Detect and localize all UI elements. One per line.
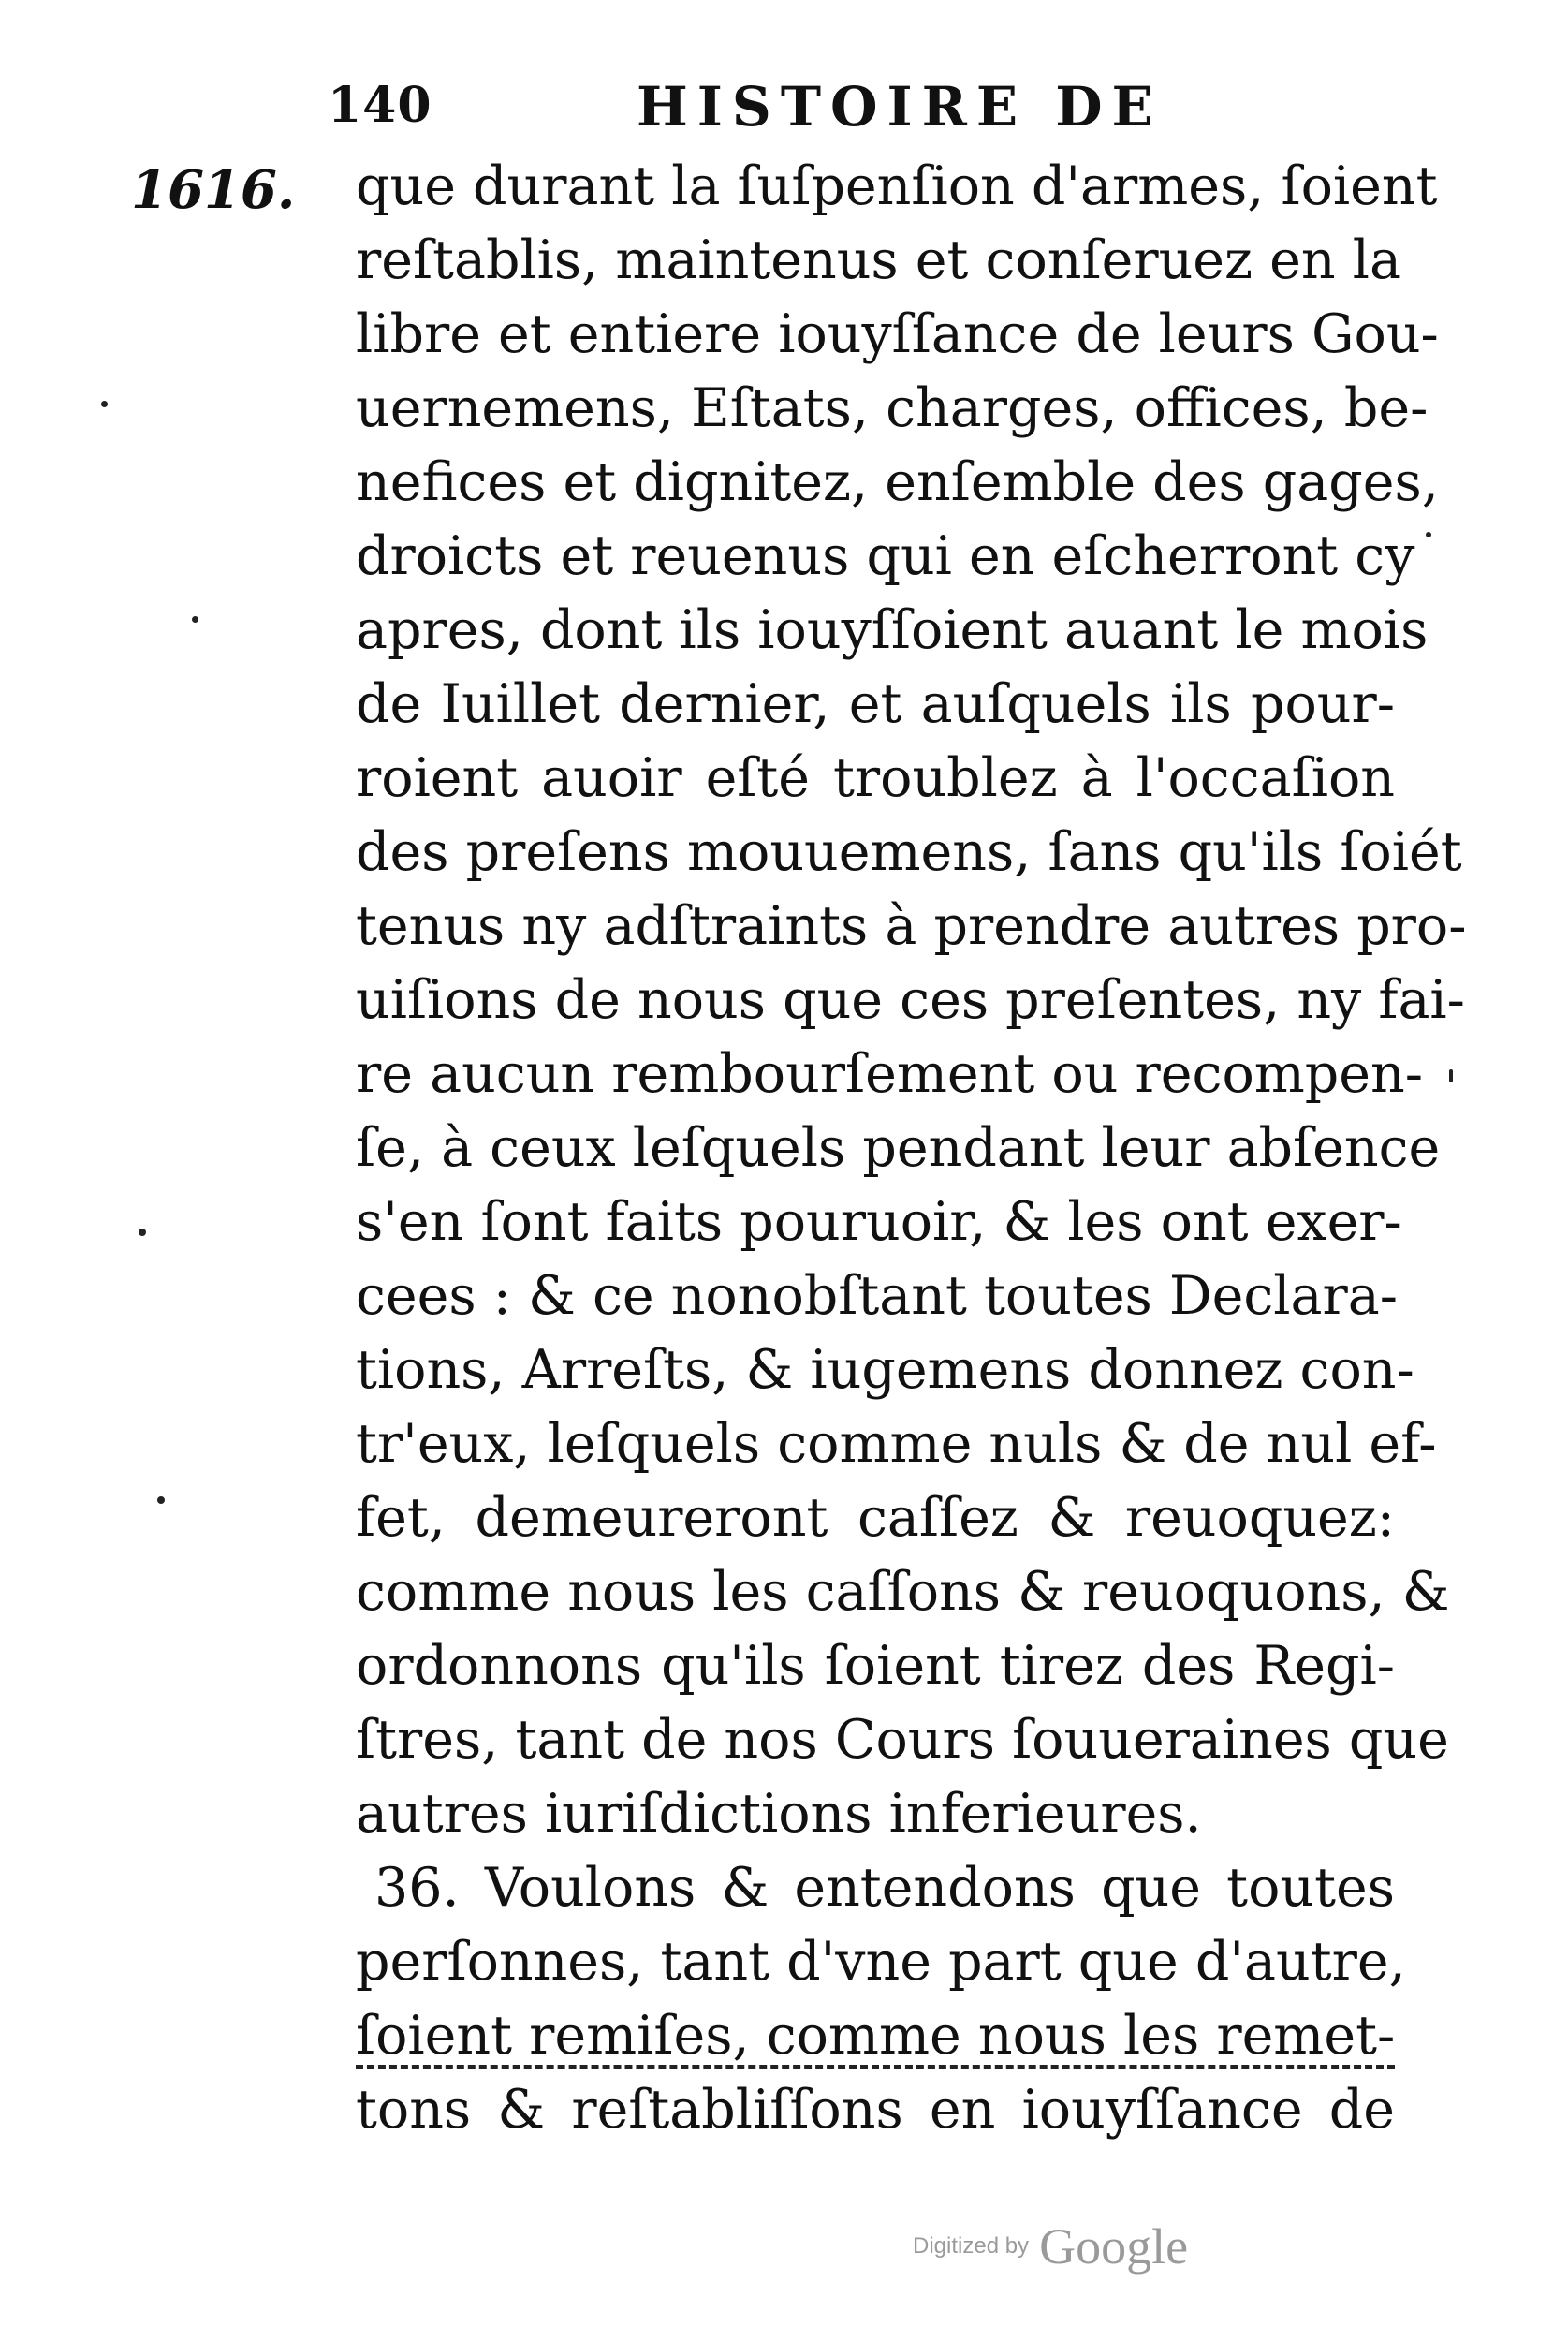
- body-text: [356, 150, 1467, 2147]
- text-line: re aucun rembourſement ou recompen-: [356, 1043, 1423, 1105]
- text-line: ſtres, tant de nos Cours ſouueraines que: [356, 1709, 1449, 1771]
- text-line: cees : & ce nonobſtant toutes Declara-: [356, 1265, 1398, 1327]
- text-line: roient auoir eſté troublez à l'occaſion: [356, 747, 1395, 809]
- text-line: s'en ſont faits pouruoir, & les ont exer-: [356, 1191, 1402, 1253]
- text-line: fet, demeureront caſſez & reuoquez:: [356, 1487, 1395, 1549]
- text-line: reſtablis, maintenus et conſeruez en la: [356, 229, 1401, 291]
- text-line: que durant la ſuſpenſion d'armes, ſoient: [356, 155, 1438, 217]
- text-line: perſonnes, tant d'vne part que d'autre,: [356, 1931, 1406, 1993]
- text-line: ſoient remiſes, comme nous les remet-: [356, 2005, 1396, 2067]
- print-speck: [101, 401, 108, 407]
- text-line: tons & reſtabliſſons en iouyſſance de: [356, 2079, 1395, 2141]
- text-line: libre et entiere iouyſſance de leurs Gou-: [356, 303, 1439, 365]
- print-speck: [192, 616, 198, 623]
- text-line: tions, Arreſts, & iugemens donnez con-: [356, 1339, 1414, 1401]
- print-speck: [1426, 532, 1431, 537]
- margin-year-note: 1616.: [131, 159, 296, 221]
- running-head: HISTOIRE DE: [637, 75, 1163, 139]
- text-line: comme nous les caſſons & reuoquons, &: [356, 1561, 1450, 1623]
- paragraph-36-first-line: 36. Voulons & entendons que toutes: [374, 1857, 1395, 1919]
- text-line: tenus ny adſtraints à prendre autres pro-: [356, 895, 1467, 957]
- text-line: uernemens, Eſtats, charges, offices, be-: [356, 377, 1429, 439]
- print-speck: [157, 1496, 165, 1504]
- text-line: droicts et reuenus qui en eſcherront cy: [356, 525, 1415, 587]
- text-line: des preſens mouuemens, ſans qu'ils ſoiét: [356, 821, 1462, 883]
- digitized-by-google-watermark: [913, 2217, 1188, 2275]
- page-number: 140: [328, 77, 432, 134]
- text-line: ordonnons qu'ils ſoient tirez des Regi-: [356, 1635, 1395, 1697]
- text-line: autres iuriſdictions inferieures.: [356, 1783, 1202, 1845]
- bottom-dashed-rule: [356, 2065, 1395, 2069]
- print-speck: [1449, 1069, 1453, 1082]
- watermark-prefix: Digitized by: [913, 2233, 1030, 2259]
- text-line: apres, dont ils iouyſſoient auant le mois: [356, 599, 1429, 661]
- print-speck: [139, 1229, 146, 1236]
- text-line: ſe, à ceux leſquels pendant leur abſence: [356, 1117, 1441, 1179]
- text-line: tr'eux, leſquels comme nuls & de nul ef-: [356, 1413, 1437, 1475]
- text-line: de Iuillet dernier, et auſquels ils pour-: [356, 673, 1395, 735]
- google-logo: Google: [1039, 2218, 1189, 2275]
- text-line: nefices et dignitez, enſemble des gages,: [356, 451, 1439, 513]
- text-line: uiſions de nous que ces preſentes, ny fai-: [356, 969, 1465, 1031]
